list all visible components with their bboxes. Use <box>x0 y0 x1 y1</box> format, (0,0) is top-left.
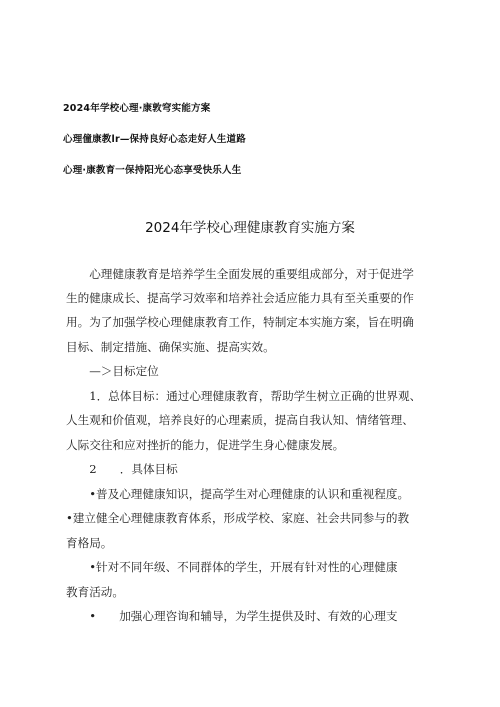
body-line-7: 人生观和价值观，培养良好的心理素质，提高自我认知、情绪管理、 <box>66 413 414 427</box>
bullet-item-3: •针对不同年级、不同群体的学生，开展有针对性的心理健康 <box>66 560 398 574</box>
document-title: 2024年学校心理健康教育实施方案 <box>145 220 355 236</box>
bullet-item-2-cont: 育格局。 <box>66 536 113 550</box>
body-line-3: 用。为了加强学校心理健康教育工作，特制定本实施方案，旨在明确 <box>66 315 414 329</box>
section-heading-goals: —＞目标定位 <box>66 364 159 378</box>
body-line-8: 人际交往和应对挫折的能力，促进学生身心健康发展。 <box>66 438 345 452</box>
bullet-item-2: •建立健全心理健康教育体系，形成学校、家庭、社会共同参与的教 <box>66 511 410 525</box>
body-line-4: 目标、制定措施、确保实施、提高实效。 <box>66 340 275 354</box>
body-line-1: 心理健康教育是培养学生全面发展的重要组成部分，对于促进学 <box>66 267 414 281</box>
bullet-item-4: • 加强心理咨询和辅导，为学生提供及时、有效的心理支 <box>66 609 398 623</box>
subheading-specific-goals: 2 ．具体目标 <box>66 462 178 476</box>
bullet-item-1: •普及心理健康知识，提高学生对心理健康的认识和重视程度。 <box>66 487 410 501</box>
toc-line-2: 心理僮康教lr—保持良好心态走好人生道路 <box>63 134 246 145</box>
toc-line-3: 心理·康教育一保持阳光心态享受快乐人生 <box>63 165 242 176</box>
toc-line-1: 2024年学校心理·康敦穹实能方案 <box>63 103 211 114</box>
body-line-2: 生的健康成长、提高学习效率和培养社会适应能力具有至关重要的作 <box>66 291 414 305</box>
body-line-6: 1．总体目标：通过心理健康教育，帮助学生树立正确的世界观、 <box>66 389 422 403</box>
bullet-item-3-cont: 教育活动。 <box>66 585 124 599</box>
